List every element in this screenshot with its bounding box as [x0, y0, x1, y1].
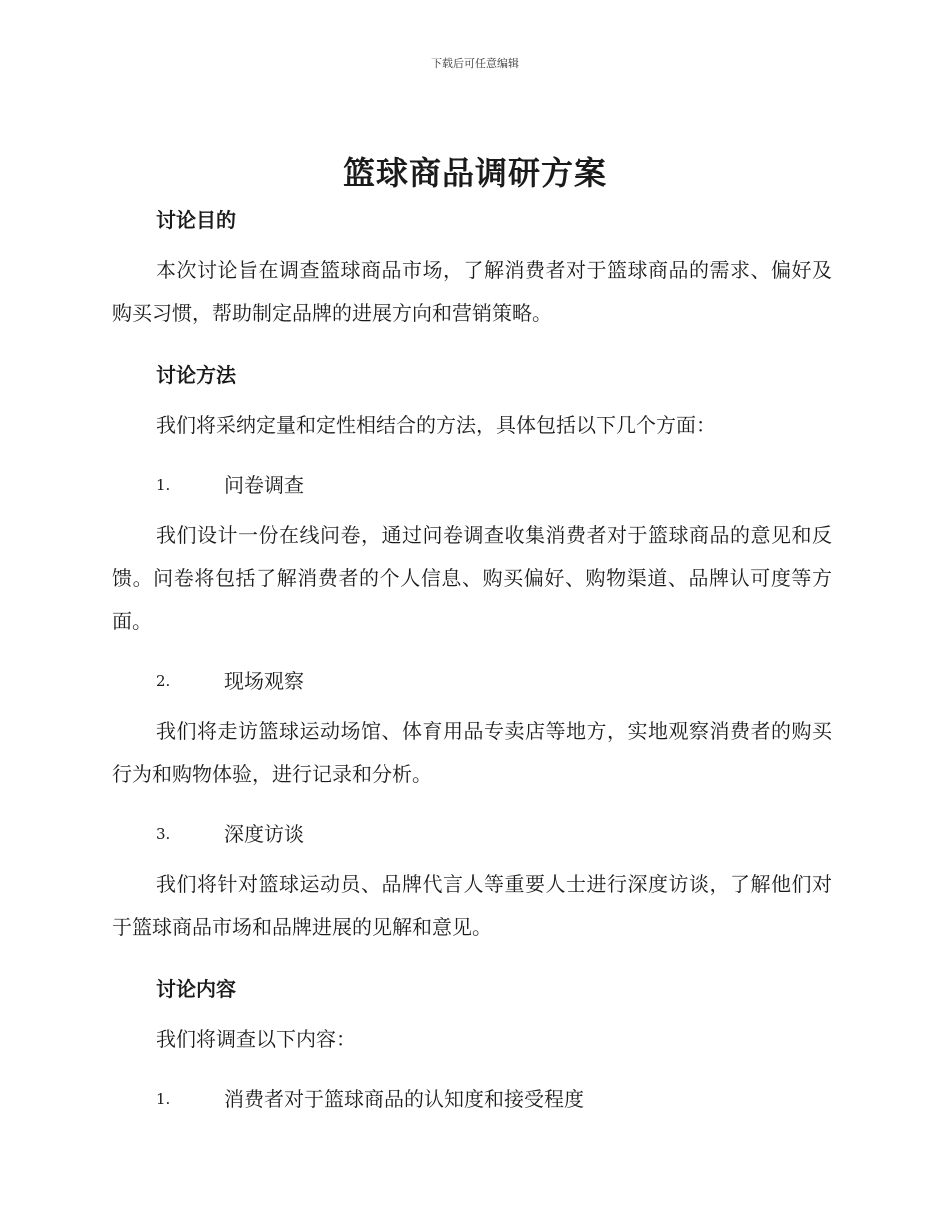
header-note: 下载后可任意编辑	[431, 57, 519, 70]
list-label: 问卷调查	[224, 473, 304, 497]
method-list-item-1	[112, 470, 832, 500]
section-heading-method: 讨论方法	[156, 363, 236, 387]
method-item-3-paragraph: 我们将针对篮球运动员、品牌代言人等重要人士进行深度访谈，了解他们对于篮球商品市场和品牌进展的见解和意见。	[112, 872, 832, 939]
section-heading-purpose: 讨论目的	[156, 208, 236, 232]
list-number: 3.	[156, 825, 171, 843]
purpose-paragraph: 本次讨论旨在调查篮球商品市场，了解消费者对于篮球商品的需求、偏好及购买习惯，帮助制定品牌的进展方向和营销策略。	[112, 258, 832, 325]
list-number: 1.	[156, 1090, 171, 1108]
document-body	[112, 205, 832, 1114]
list-label: 现场观察	[224, 669, 304, 693]
list-number: 2.	[156, 672, 171, 690]
method-list-item-2	[112, 666, 832, 696]
section-heading-content: 讨论内容	[156, 977, 236, 1001]
method-item-1-paragraph: 我们设计一份在线问卷，通过问卷调查收集消费者对于篮球商品的意见和反馈。问卷将包括了解消费者的个人信息、购买偏好、购物渠道、品牌认可度等方面。	[112, 523, 832, 633]
document-title: 篮球商品调研方案	[342, 154, 607, 192]
list-label: 深度访谈	[224, 822, 304, 846]
method-intro-paragraph: 我们将采纳定量和定性相结合的方法，具体包括以下几个方面：	[156, 413, 716, 437]
list-number: 1.	[156, 476, 171, 494]
list-label: 消费者对于篮球商品的认知度和接受程度	[224, 1087, 584, 1111]
content-intro-paragraph: 我们将调查以下内容：	[156, 1027, 356, 1051]
method-list-item-3	[112, 819, 832, 849]
content-list-item-1	[112, 1084, 832, 1114]
method-item-2-paragraph: 我们将走访篮球运动场馆、体育用品专卖店等地方，实地观察消费者的购买行为和购物体验，进行记录和分析。	[112, 719, 832, 786]
